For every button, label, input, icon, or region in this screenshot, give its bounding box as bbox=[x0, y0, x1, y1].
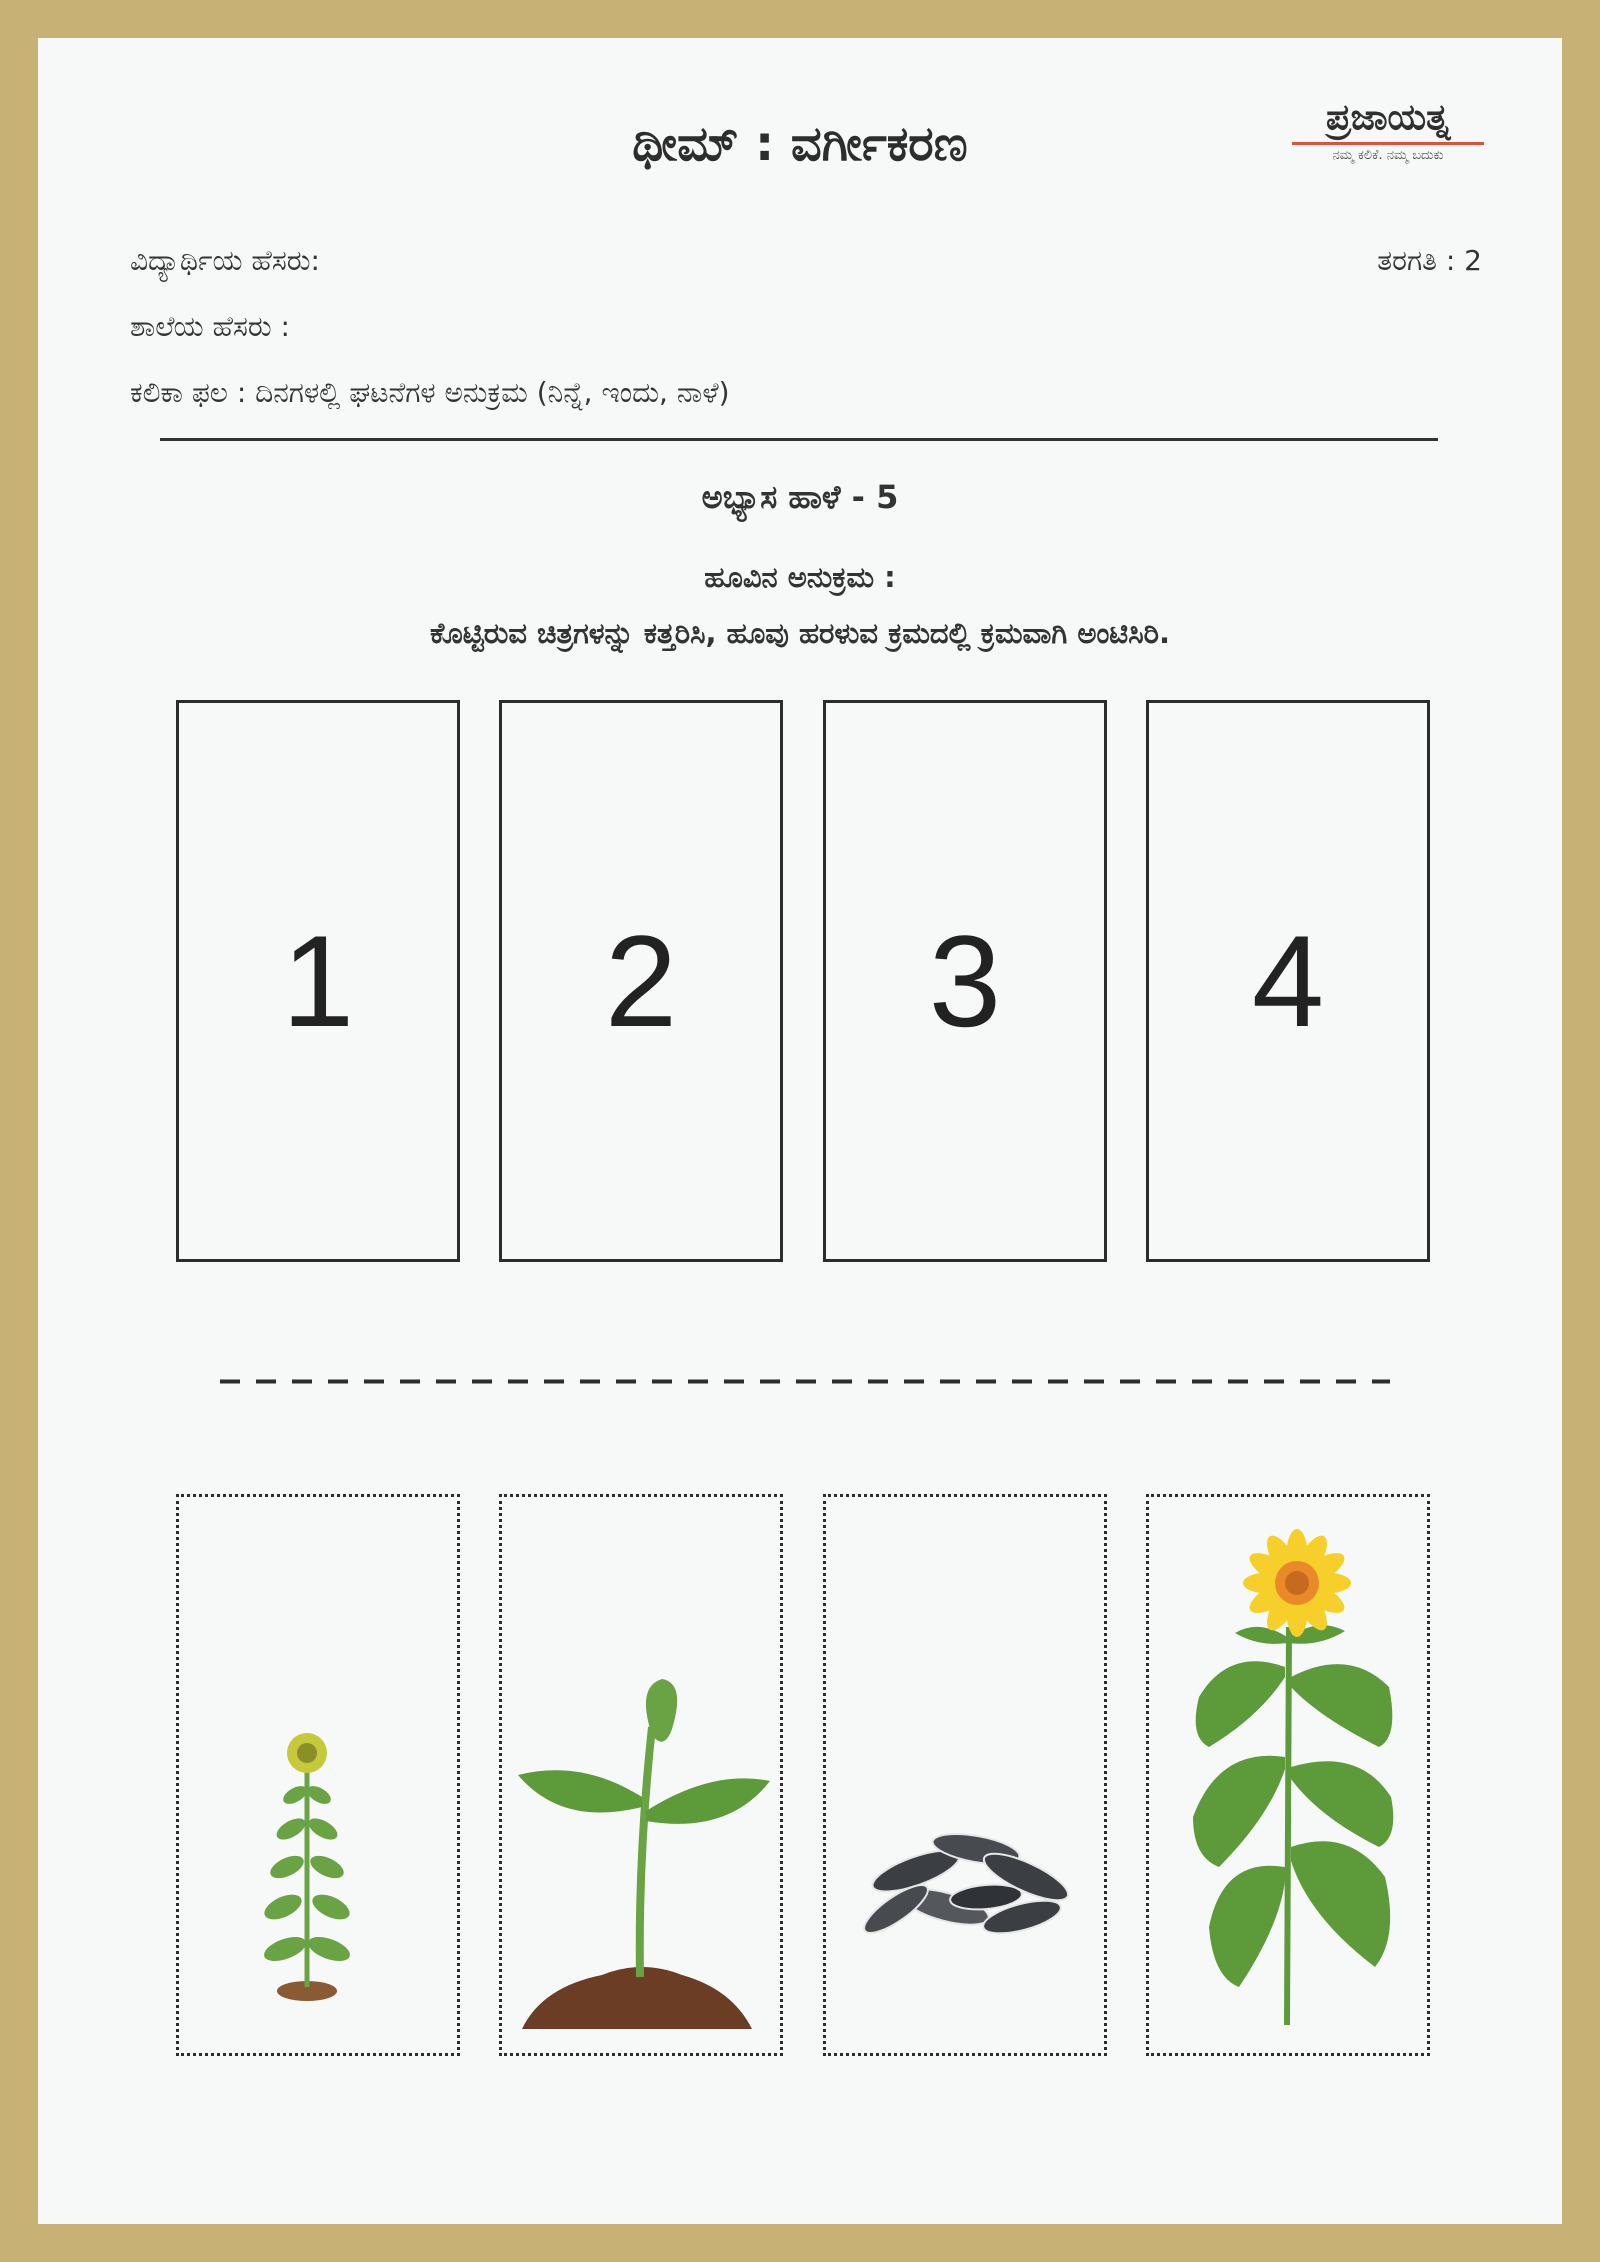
cut-line bbox=[220, 1379, 1390, 1384]
logo-text: ಪ್ರಜಾಯತ್ನ bbox=[1325, 97, 1451, 138]
cutout-card-2 bbox=[499, 1494, 783, 2056]
school-name-label: ಶಾಲೆಯ ಹೆಸರು : bbox=[130, 310, 290, 343]
cutout-card-3 bbox=[823, 1494, 1107, 2056]
worksheet-heading: ಅಭ್ಯಾಸ ಹಾಳೆ - 5 bbox=[701, 478, 899, 516]
small-sunflower-plant-icon bbox=[179, 1497, 457, 2053]
slot-box-4 bbox=[1146, 700, 1430, 1262]
grade-label: ತರಗತಿ : 2 bbox=[1377, 244, 1482, 277]
worksheet-subheading: ಹೂವಿನ ಅನುಕ್ರಮ : bbox=[704, 560, 896, 594]
logo-tagline: ನಮ್ಮ ಕಲಿಕೆ. ನಮ್ಮ ಬದುಕು bbox=[1332, 148, 1444, 163]
slot-number: 4 bbox=[1251, 908, 1325, 1054]
seedling-in-soil-icon bbox=[502, 1497, 780, 2053]
worksheet-instruction: ಕೊಟ್ಟಿರುವ ಚಿತ್ರಗಳನ್ನು ಕತ್ತರಿಸಿ, ಹೂವು ಹರಳುವ ಕ್ರಮದಲ್ಲಿ ಕ್ರಮವಾಗಿ ಅಂಟಿಸಿರಿ. bbox=[430, 616, 1170, 650]
slot-box-2 bbox=[499, 700, 783, 1262]
slot-number: 2 bbox=[604, 908, 678, 1054]
brand-logo bbox=[1288, 96, 1488, 163]
cutout-card-1 bbox=[176, 1494, 460, 2056]
slot-number: 3 bbox=[928, 908, 1002, 1054]
cutout-card-4 bbox=[1146, 1494, 1430, 2056]
header-divider bbox=[160, 438, 1438, 441]
page-title: ಥೀಮ್ : ವರ್ಗೀಕರಣ bbox=[632, 116, 968, 172]
student-name-label: ವಿದ್ಯಾರ್ಥಿಯ ಹೆಸರು: bbox=[130, 244, 320, 277]
sunflower-seeds-icon bbox=[826, 1497, 1104, 2053]
slot-box-1 bbox=[176, 700, 460, 1262]
slot-number: 1 bbox=[281, 908, 355, 1054]
slot-box-3 bbox=[823, 700, 1107, 1262]
worksheet-page bbox=[38, 38, 1562, 2224]
logo-underline bbox=[1292, 142, 1484, 145]
tall-sunflower-icon bbox=[1149, 1497, 1427, 2053]
learning-outcome-label: ಕಲಿಕಾ ಫಲ : ದಿನಗಳಲ್ಲಿ ಘಟನೆಗಳ ಅನುಕ್ರಮ (ನಿನ್ನೆ, ಇಂದು, ನಾಳೆ) bbox=[130, 376, 730, 409]
